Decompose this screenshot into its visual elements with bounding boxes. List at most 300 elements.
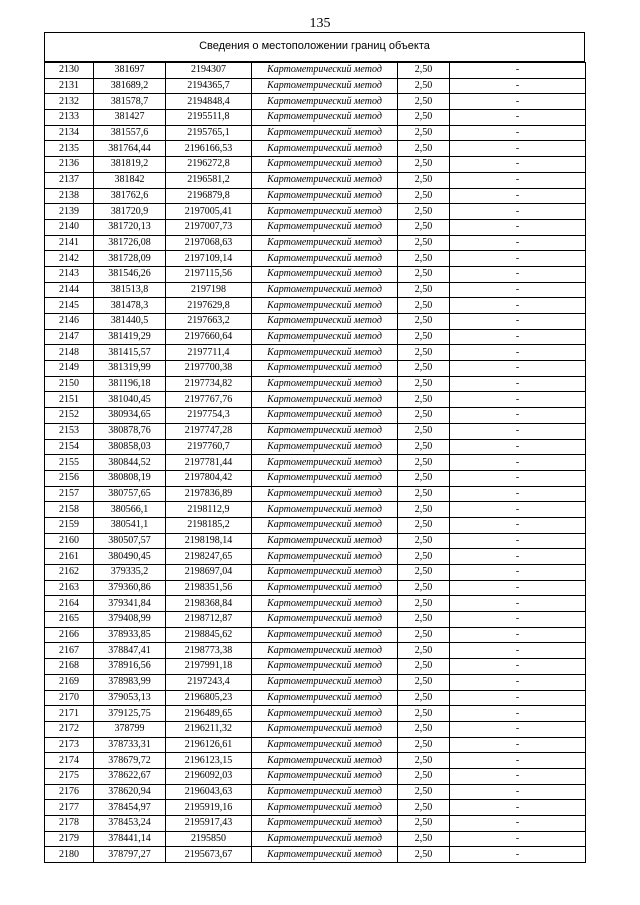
x-coordinate-cell: 381764,44: [94, 141, 166, 157]
note-cell: -: [450, 219, 586, 235]
x-coordinate-cell: 381546,26: [94, 266, 166, 282]
point-number-cell: 2177: [45, 800, 94, 816]
accuracy-cell: 2,50: [398, 251, 450, 267]
y-coordinate-cell: 2197109,14: [166, 251, 252, 267]
accuracy-cell: 2,50: [398, 690, 450, 706]
point-number-cell: 2153: [45, 423, 94, 439]
note-cell: -: [450, 831, 586, 847]
y-coordinate-cell: 2197243,4: [166, 674, 252, 690]
accuracy-cell: 2,50: [398, 674, 450, 690]
x-coordinate-cell: 381726,08: [94, 235, 166, 251]
y-coordinate-cell: 2198112,9: [166, 502, 252, 518]
note-cell: -: [450, 266, 586, 282]
note-cell: -: [450, 376, 586, 392]
table-row: [45, 831, 586, 847]
x-coordinate-cell: 381557,6: [94, 125, 166, 141]
table-row: [45, 204, 586, 220]
x-coordinate-cell: 381762,6: [94, 188, 166, 204]
y-coordinate-cell: 2197660,64: [166, 329, 252, 345]
note-cell: -: [450, 94, 586, 110]
point-number-cell: 2146: [45, 314, 94, 330]
point-number-cell: 2162: [45, 565, 94, 581]
table-row: [45, 768, 586, 784]
table-row: [45, 188, 586, 204]
note-cell: -: [450, 674, 586, 690]
table-row: [45, 78, 586, 94]
point-number-cell: 2139: [45, 204, 94, 220]
accuracy-cell: 2,50: [398, 408, 450, 424]
method-cell: Картометрический метод: [252, 361, 398, 377]
accuracy-cell: 2,50: [398, 455, 450, 471]
accuracy-cell: 2,50: [398, 737, 450, 753]
accuracy-cell: 2,50: [398, 314, 450, 330]
table-row: [45, 266, 586, 282]
point-number-cell: 2175: [45, 768, 94, 784]
table-row: [45, 455, 586, 471]
x-coordinate-cell: 381440,5: [94, 314, 166, 330]
method-cell: Картометрический метод: [252, 266, 398, 282]
table-row: [45, 345, 586, 361]
x-coordinate-cell: 379125,75: [94, 706, 166, 722]
y-coordinate-cell: 2197767,76: [166, 392, 252, 408]
method-cell: Картометрический метод: [252, 643, 398, 659]
y-coordinate-cell: 2197781,44: [166, 455, 252, 471]
method-cell: Картометрический метод: [252, 659, 398, 675]
point-number-cell: 2148: [45, 345, 94, 361]
method-cell: Картометрический метод: [252, 172, 398, 188]
point-number-cell: 2178: [45, 816, 94, 832]
table-row: [45, 157, 586, 173]
point-number-cell: 2164: [45, 596, 94, 612]
note-cell: -: [450, 298, 586, 314]
method-cell: Картометрический метод: [252, 455, 398, 471]
accuracy-cell: 2,50: [398, 831, 450, 847]
table-row: [45, 517, 586, 533]
note-cell: -: [450, 659, 586, 675]
table-row: [45, 612, 586, 628]
accuracy-cell: 2,50: [398, 565, 450, 581]
y-coordinate-cell: 2198198,14: [166, 533, 252, 549]
x-coordinate-cell: 378622,67: [94, 768, 166, 784]
y-coordinate-cell: 2195919,16: [166, 800, 252, 816]
y-coordinate-cell: 2196126,61: [166, 737, 252, 753]
note-cell: -: [450, 345, 586, 361]
note-cell: -: [450, 517, 586, 533]
method-cell: Картометрический метод: [252, 345, 398, 361]
x-coordinate-cell: 378933,85: [94, 627, 166, 643]
point-number-cell: 2174: [45, 753, 94, 769]
x-coordinate-cell: 381720,13: [94, 219, 166, 235]
y-coordinate-cell: 2194307: [166, 63, 252, 79]
y-coordinate-cell: 2196166,53: [166, 141, 252, 157]
method-cell: Картометрический метод: [252, 470, 398, 486]
note-cell: -: [450, 533, 586, 549]
y-coordinate-cell: 2197711,4: [166, 345, 252, 361]
method-cell: Картометрический метод: [252, 235, 398, 251]
point-number-cell: 2138: [45, 188, 94, 204]
table-row: [45, 392, 586, 408]
method-cell: Картометрический метод: [252, 816, 398, 832]
y-coordinate-cell: 2197198: [166, 282, 252, 298]
method-cell: Картометрический метод: [252, 78, 398, 94]
note-cell: -: [450, 141, 586, 157]
x-coordinate-cell: 381819,2: [94, 157, 166, 173]
point-number-cell: 2170: [45, 690, 94, 706]
y-coordinate-cell: 2197836,89: [166, 486, 252, 502]
note-cell: -: [450, 314, 586, 330]
y-coordinate-cell: 2198368,84: [166, 596, 252, 612]
table-row: [45, 627, 586, 643]
point-number-cell: 2145: [45, 298, 94, 314]
y-coordinate-cell: 2197754,3: [166, 408, 252, 424]
table-row: [45, 565, 586, 581]
note-cell: -: [450, 753, 586, 769]
note-cell: -: [450, 423, 586, 439]
point-number-cell: 2172: [45, 721, 94, 737]
accuracy-cell: 2,50: [398, 63, 450, 79]
x-coordinate-cell: 380541,1: [94, 517, 166, 533]
x-coordinate-cell: 381842: [94, 172, 166, 188]
accuracy-cell: 2,50: [398, 580, 450, 596]
method-cell: Картометрический метод: [252, 439, 398, 455]
note-cell: -: [450, 235, 586, 251]
table-row: [45, 314, 586, 330]
accuracy-cell: 2,50: [398, 157, 450, 173]
y-coordinate-cell: 2198185,2: [166, 517, 252, 533]
y-coordinate-cell: 2197115,56: [166, 266, 252, 282]
x-coordinate-cell: 378983,99: [94, 674, 166, 690]
accuracy-cell: 2,50: [398, 78, 450, 94]
table-row: [45, 674, 586, 690]
x-coordinate-cell: 381415,57: [94, 345, 166, 361]
point-number-cell: 2176: [45, 784, 94, 800]
point-number-cell: 2158: [45, 502, 94, 518]
x-coordinate-cell: 381319,99: [94, 361, 166, 377]
accuracy-cell: 2,50: [398, 439, 450, 455]
accuracy-cell: 2,50: [398, 612, 450, 628]
note-cell: -: [450, 706, 586, 722]
x-coordinate-cell: 379408,99: [94, 612, 166, 628]
y-coordinate-cell: 2196092,03: [166, 768, 252, 784]
note-cell: -: [450, 282, 586, 298]
table-row: [45, 251, 586, 267]
accuracy-cell: 2,50: [398, 800, 450, 816]
accuracy-cell: 2,50: [398, 423, 450, 439]
point-number-cell: 2169: [45, 674, 94, 690]
y-coordinate-cell: 2195511,8: [166, 110, 252, 126]
x-coordinate-cell: 381513,8: [94, 282, 166, 298]
point-number-cell: 2163: [45, 580, 94, 596]
accuracy-cell: 2,50: [398, 470, 450, 486]
page-number: 135: [309, 16, 331, 31]
method-cell: Картометрический метод: [252, 219, 398, 235]
x-coordinate-cell: 378799: [94, 721, 166, 737]
table-row: [45, 784, 586, 800]
table-row: [45, 125, 586, 141]
table-row: [45, 408, 586, 424]
y-coordinate-cell: 2195765,1: [166, 125, 252, 141]
accuracy-cell: 2,50: [398, 721, 450, 737]
point-number-cell: 2133: [45, 110, 94, 126]
note-cell: -: [450, 721, 586, 737]
accuracy-cell: 2,50: [398, 596, 450, 612]
accuracy-cell: 2,50: [398, 141, 450, 157]
point-number-cell: 2180: [45, 847, 94, 863]
method-cell: Картометрический метод: [252, 768, 398, 784]
method-cell: Картометрический метод: [252, 376, 398, 392]
note-cell: -: [450, 565, 586, 581]
accuracy-cell: 2,50: [398, 282, 450, 298]
point-number-cell: 2159: [45, 517, 94, 533]
note-cell: -: [450, 847, 586, 863]
x-coordinate-cell: 380757,65: [94, 486, 166, 502]
x-coordinate-cell: 378916,56: [94, 659, 166, 675]
note-cell: -: [450, 204, 586, 220]
method-cell: Картометрический метод: [252, 721, 398, 737]
method-cell: Картометрический метод: [252, 549, 398, 565]
y-coordinate-cell: 2198712,87: [166, 612, 252, 628]
point-number-cell: 2137: [45, 172, 94, 188]
y-coordinate-cell: 2196581,2: [166, 172, 252, 188]
note-cell: -: [450, 486, 586, 502]
note-cell: -: [450, 361, 586, 377]
note-cell: -: [450, 768, 586, 784]
method-cell: Картометрический метод: [252, 125, 398, 141]
table-row: [45, 596, 586, 612]
note-cell: -: [450, 643, 586, 659]
accuracy-cell: 2,50: [398, 219, 450, 235]
method-cell: Картометрический метод: [252, 674, 398, 690]
x-coordinate-cell: 381478,3: [94, 298, 166, 314]
y-coordinate-cell: 2194848,4: [166, 94, 252, 110]
point-number-cell: 2134: [45, 125, 94, 141]
table-row: [45, 549, 586, 565]
coordinates-table: [44, 62, 586, 863]
x-coordinate-cell: 380507,57: [94, 533, 166, 549]
point-number-cell: 2166: [45, 627, 94, 643]
table-row: [45, 361, 586, 377]
method-cell: Картометрический метод: [252, 423, 398, 439]
y-coordinate-cell: 2195850: [166, 831, 252, 847]
y-coordinate-cell: 2195673,67: [166, 847, 252, 863]
table-row: [45, 643, 586, 659]
note-cell: -: [450, 63, 586, 79]
method-cell: Картометрический метод: [252, 533, 398, 549]
note-cell: -: [450, 455, 586, 471]
y-coordinate-cell: 2198247,65: [166, 549, 252, 565]
x-coordinate-cell: 378679,72: [94, 753, 166, 769]
y-coordinate-cell: 2198845,62: [166, 627, 252, 643]
accuracy-cell: 2,50: [398, 110, 450, 126]
x-coordinate-cell: 378797,27: [94, 847, 166, 863]
note-cell: -: [450, 125, 586, 141]
method-cell: Картометрический метод: [252, 612, 398, 628]
point-number-cell: 2152: [45, 408, 94, 424]
table-row: [45, 439, 586, 455]
method-cell: Картометрический метод: [252, 298, 398, 314]
table-row: [45, 141, 586, 157]
method-cell: Картометрический метод: [252, 627, 398, 643]
x-coordinate-cell: 381196,18: [94, 376, 166, 392]
x-coordinate-cell: 379053,13: [94, 690, 166, 706]
method-cell: Картометрический метод: [252, 408, 398, 424]
point-number-cell: 2171: [45, 706, 94, 722]
x-coordinate-cell: 379335,2: [94, 565, 166, 581]
accuracy-cell: 2,50: [398, 768, 450, 784]
note-cell: -: [450, 251, 586, 267]
x-coordinate-cell: 378441,14: [94, 831, 166, 847]
table-row: [45, 423, 586, 439]
y-coordinate-cell: 2196211,32: [166, 721, 252, 737]
method-cell: Картометрический метод: [252, 847, 398, 863]
accuracy-cell: 2,50: [398, 235, 450, 251]
y-coordinate-cell: 2197734,82: [166, 376, 252, 392]
method-cell: Картометрический метод: [252, 94, 398, 110]
table-row: [45, 172, 586, 188]
method-cell: Картометрический метод: [252, 486, 398, 502]
y-coordinate-cell: 2196043,63: [166, 784, 252, 800]
method-cell: Картометрический метод: [252, 596, 398, 612]
y-coordinate-cell: 2195917,43: [166, 816, 252, 832]
accuracy-cell: 2,50: [398, 329, 450, 345]
note-cell: -: [450, 392, 586, 408]
y-coordinate-cell: 2197760,7: [166, 439, 252, 455]
accuracy-cell: 2,50: [398, 816, 450, 832]
table-row: [45, 800, 586, 816]
x-coordinate-cell: 380566,1: [94, 502, 166, 518]
method-cell: Картометрический метод: [252, 157, 398, 173]
y-coordinate-cell: 2196805,23: [166, 690, 252, 706]
point-number-cell: 2132: [45, 94, 94, 110]
note-cell: -: [450, 737, 586, 753]
y-coordinate-cell: 2194365,7: [166, 78, 252, 94]
table-row: [45, 298, 586, 314]
point-number-cell: 2173: [45, 737, 94, 753]
table-row: [45, 219, 586, 235]
table-row: [45, 282, 586, 298]
point-number-cell: 2154: [45, 439, 94, 455]
point-number-cell: 2168: [45, 659, 94, 675]
y-coordinate-cell: 2197700,38: [166, 361, 252, 377]
method-cell: Картометрический метод: [252, 251, 398, 267]
method-cell: Картометрический метод: [252, 580, 398, 596]
note-cell: -: [450, 627, 586, 643]
method-cell: Картометрический метод: [252, 63, 398, 79]
table-row: [45, 376, 586, 392]
method-cell: Картометрический метод: [252, 110, 398, 126]
table-row: [45, 110, 586, 126]
point-number-cell: 2131: [45, 78, 94, 94]
accuracy-cell: 2,50: [398, 517, 450, 533]
accuracy-cell: 2,50: [398, 172, 450, 188]
point-number-cell: 2149: [45, 361, 94, 377]
note-cell: -: [450, 329, 586, 345]
accuracy-cell: 2,50: [398, 643, 450, 659]
y-coordinate-cell: 2197068,63: [166, 235, 252, 251]
x-coordinate-cell: 380878,76: [94, 423, 166, 439]
note-cell: -: [450, 470, 586, 486]
note-cell: -: [450, 596, 586, 612]
point-number-cell: 2157: [45, 486, 94, 502]
method-cell: Картометрический метод: [252, 314, 398, 330]
y-coordinate-cell: 2197007,73: [166, 219, 252, 235]
x-coordinate-cell: 381728,09: [94, 251, 166, 267]
point-number-cell: 2160: [45, 533, 94, 549]
x-coordinate-cell: 378620,94: [94, 784, 166, 800]
point-number-cell: 2143: [45, 266, 94, 282]
note-cell: -: [450, 188, 586, 204]
accuracy-cell: 2,50: [398, 486, 450, 502]
note-cell: -: [450, 784, 586, 800]
point-number-cell: 2179: [45, 831, 94, 847]
note-cell: -: [450, 816, 586, 832]
accuracy-cell: 2,50: [398, 659, 450, 675]
table-row: [45, 816, 586, 832]
x-coordinate-cell: 381427: [94, 110, 166, 126]
method-cell: Картометрический метод: [252, 329, 398, 345]
point-number-cell: 2151: [45, 392, 94, 408]
note-cell: -: [450, 800, 586, 816]
accuracy-cell: 2,50: [398, 345, 450, 361]
note-cell: -: [450, 110, 586, 126]
note-cell: -: [450, 408, 586, 424]
y-coordinate-cell: 2197005,41: [166, 204, 252, 220]
x-coordinate-cell: 378454,97: [94, 800, 166, 816]
accuracy-cell: 2,50: [398, 298, 450, 314]
accuracy-cell: 2,50: [398, 533, 450, 549]
table-row: [45, 63, 586, 79]
method-cell: Картометрический метод: [252, 565, 398, 581]
x-coordinate-cell: 380490,45: [94, 549, 166, 565]
accuracy-cell: 2,50: [398, 784, 450, 800]
table-body: [45, 63, 586, 863]
accuracy-cell: 2,50: [398, 706, 450, 722]
x-coordinate-cell: 381578,7: [94, 94, 166, 110]
y-coordinate-cell: 2197663,2: [166, 314, 252, 330]
point-number-cell: 2135: [45, 141, 94, 157]
method-cell: Картометрический метод: [252, 282, 398, 298]
accuracy-cell: 2,50: [398, 627, 450, 643]
method-cell: Картометрический метод: [252, 753, 398, 769]
x-coordinate-cell: 380808,19: [94, 470, 166, 486]
y-coordinate-cell: 2197629,8: [166, 298, 252, 314]
point-number-cell: 2161: [45, 549, 94, 565]
table-row: [45, 580, 586, 596]
point-number-cell: 2167: [45, 643, 94, 659]
point-number-cell: 2156: [45, 470, 94, 486]
method-cell: Картометрический метод: [252, 502, 398, 518]
accuracy-cell: 2,50: [398, 266, 450, 282]
x-coordinate-cell: 380934,65: [94, 408, 166, 424]
table-row: [45, 486, 586, 502]
y-coordinate-cell: 2196272,8: [166, 157, 252, 173]
method-cell: Картометрический метод: [252, 188, 398, 204]
y-coordinate-cell: 2196879,8: [166, 188, 252, 204]
method-cell: Картометрический метод: [252, 690, 398, 706]
method-cell: Картометрический метод: [252, 737, 398, 753]
x-coordinate-cell: 381697: [94, 63, 166, 79]
point-number-cell: 2144: [45, 282, 94, 298]
x-coordinate-cell: 378453,24: [94, 816, 166, 832]
y-coordinate-cell: 2196123,15: [166, 753, 252, 769]
note-cell: -: [450, 580, 586, 596]
note-cell: -: [450, 78, 586, 94]
note-cell: -: [450, 612, 586, 628]
accuracy-cell: 2,50: [398, 549, 450, 565]
x-coordinate-cell: 381720,9: [94, 204, 166, 220]
accuracy-cell: 2,50: [398, 847, 450, 863]
y-coordinate-cell: 2197804,42: [166, 470, 252, 486]
